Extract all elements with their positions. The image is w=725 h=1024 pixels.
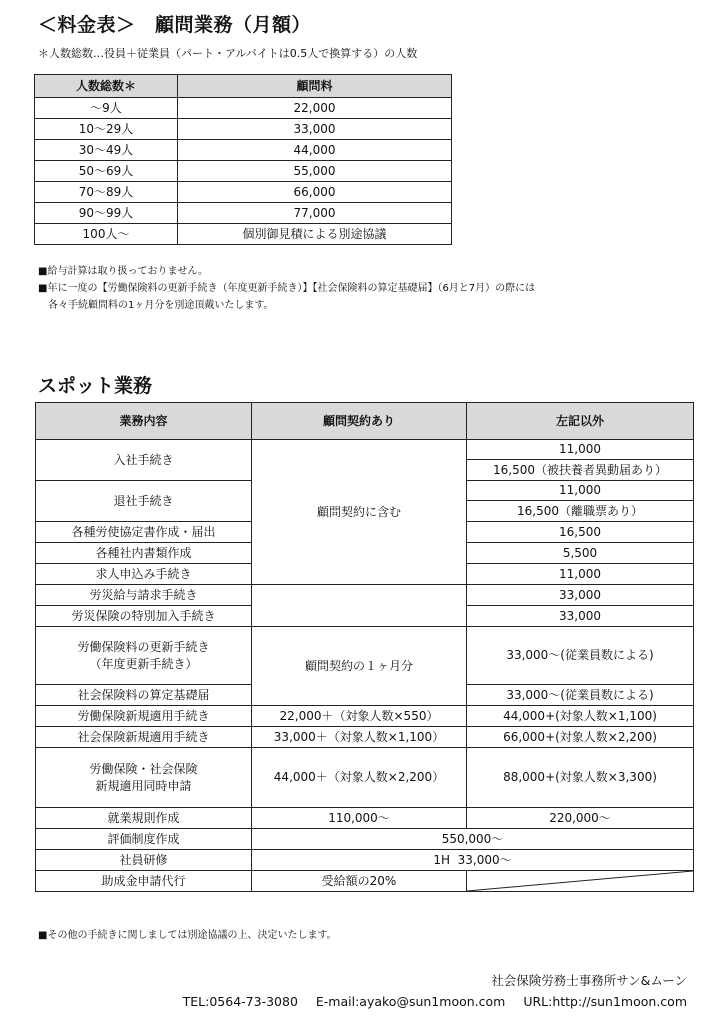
table-row xyxy=(36,706,694,727)
headcount-note: ＊人数総数…役員＋従業員（パート・アルバイトは0.5人で換算する）の人数 xyxy=(38,47,418,60)
table-row xyxy=(35,98,452,119)
table-row xyxy=(36,829,694,850)
fee-cell: 220,000～ xyxy=(467,808,694,829)
table-row xyxy=(35,119,452,140)
headcount-cell: 100人～ xyxy=(35,224,178,245)
fee-cell: 66,000 xyxy=(178,182,452,203)
fee-cell: 55,000 xyxy=(178,161,452,182)
spot-title: スポット業務 xyxy=(38,375,153,397)
phone-number: TEL:0564-73-3080 xyxy=(182,994,298,1009)
table-row xyxy=(36,808,694,829)
fee-cell: 22,000 xyxy=(178,98,452,119)
task-cell: 評価制度作成 xyxy=(36,829,252,850)
task-line: 労働保険料の更新手続き xyxy=(77,640,210,655)
task-cell xyxy=(36,627,252,685)
header-fee: 顧問料 xyxy=(178,75,452,98)
task-cell: 入社手続き xyxy=(36,440,252,481)
fee-cell: 受給額の20% xyxy=(252,871,467,892)
office-name: 社会保険労務士事務所サン&ムーン xyxy=(491,973,687,988)
notes xyxy=(38,263,535,314)
fee-cell: 個別御見積による別途協議 xyxy=(178,224,452,245)
contact-line xyxy=(183,994,687,1009)
fee-cell: 77,000 xyxy=(178,203,452,224)
task-cell: 退社手続き xyxy=(36,481,252,522)
table-row xyxy=(36,850,694,871)
fee-cell: 44,000+(対象人数×1,100) xyxy=(467,706,694,727)
note-payroll: ■給与計算は取り扱っておりません。 xyxy=(38,266,209,277)
diagonal-line xyxy=(467,871,693,891)
task-cell: 社会保険新規適用手続き xyxy=(36,727,252,748)
monthly-fee-table xyxy=(34,74,452,245)
fee-cell: 33,000～(従業員数による) xyxy=(467,627,694,685)
table-row xyxy=(36,440,694,460)
other-procedures-note: ■その他の手続きに関しましては別途協議の上、決定いたします。 xyxy=(38,930,337,941)
fee-cell: 33,000～(従業員数による) xyxy=(467,685,694,706)
task-line: 新規適用同時申請 xyxy=(95,778,192,793)
table-row xyxy=(36,748,694,808)
fee-cell: 16,500 xyxy=(467,522,694,543)
note-annual-cont: 各々手続顧問料の1ヶ月分を別途頂戴いたします。 xyxy=(48,300,274,311)
headcount-cell: 90～99人 xyxy=(35,203,178,224)
fee-cell: 66,000+(対象人数×2,200) xyxy=(467,727,694,748)
task-cell: 労災保険の特別加入手続き xyxy=(36,606,252,627)
fee-cell: 88,000+(対象人数×3,300) xyxy=(467,748,694,808)
headcount-cell: 70～89人 xyxy=(35,182,178,203)
header-without-contract: 左記以外 xyxy=(467,403,694,440)
task-cell: 各種社内書類作成 xyxy=(36,543,252,564)
fee-cell: 33,000＋（対象人数×1,100） xyxy=(252,727,467,748)
table-row xyxy=(35,182,452,203)
email-address[interactable]: E-mail:ayako@sun1moon.com xyxy=(315,994,506,1009)
task-cell: 社会保険料の算定基礎届 xyxy=(36,685,252,706)
headcount-cell: 30～49人 xyxy=(35,140,178,161)
headcount-cell: ～9人 xyxy=(35,98,178,119)
table-row xyxy=(35,224,452,245)
task-cell: 求人申込み手続き xyxy=(36,564,252,585)
task-cell: 各種労使協定書作成・届出 xyxy=(36,522,252,543)
task-cell: 労働保険新規適用手続き xyxy=(36,706,252,727)
task-cell: 労災給与請求手続き xyxy=(36,585,252,606)
table-row xyxy=(36,871,694,892)
fee-cell: 11,000 xyxy=(467,564,694,585)
empty-cell xyxy=(252,585,467,627)
table-row xyxy=(35,161,452,182)
task-cell: 就業規則作成 xyxy=(36,808,252,829)
fee-cell: 22,000＋（対象人数×550） xyxy=(252,706,467,727)
fee-cell: 550,000～ xyxy=(252,829,694,850)
table-row xyxy=(36,627,694,685)
fee-cell: 44,000＋（対象人数×2,200） xyxy=(252,748,467,808)
headcount-cell: 50～69人 xyxy=(35,161,178,182)
included-cell: 顧問契約に含む xyxy=(252,440,467,585)
fee-cell: 5,500 xyxy=(467,543,694,564)
fee-cell: 33,000 xyxy=(178,119,452,140)
fee-cell: 33,000 xyxy=(467,606,694,627)
fee-cell: 44,000 xyxy=(178,140,452,161)
task-cell: 社員研修 xyxy=(36,850,252,871)
spot-fee-table xyxy=(35,402,694,892)
table-row xyxy=(36,585,694,606)
fee-cell: 110,000～ xyxy=(252,808,467,829)
page-title: ＜料金表＞ 顧問業務（月額） xyxy=(38,14,312,36)
table-row xyxy=(36,727,694,748)
fee-cell: 11,000 xyxy=(467,440,694,460)
task-line: 労働保険・社会保険 xyxy=(89,762,198,777)
fee-cell: 11,000 xyxy=(467,481,694,501)
header-with-contract: 顧問契約あり xyxy=(252,403,467,440)
fee-cell: 16,500（被扶養者異動届あり） xyxy=(467,460,694,481)
note-annual: ■年に一度の【労働保険料の更新手続き（年度更新手続き）】【社会保険料の算定基礎届】（6月と7月）の際には xyxy=(38,283,536,294)
headcount-cell: 10～29人 xyxy=(35,119,178,140)
fee-cell: 16,500（離職票あり） xyxy=(467,501,694,522)
header-task: 業務内容 xyxy=(36,403,252,440)
task-cell xyxy=(36,748,252,808)
fee-cell: 33,000 xyxy=(467,585,694,606)
table-row xyxy=(35,203,452,224)
task-line: （年度更新手続き） xyxy=(89,656,198,671)
not-applicable-cell xyxy=(467,871,694,892)
header-headcount: 人数総数＊ xyxy=(35,75,178,98)
website-url[interactable]: URL:http://sun1moon.com xyxy=(523,994,687,1009)
one-month-cell: 顧問契約の１ヶ月分 xyxy=(252,627,467,706)
fee-cell: 1H 33,000～ xyxy=(252,850,694,871)
task-cell: 助成金申請代行 xyxy=(36,871,252,892)
table-row xyxy=(35,140,452,161)
